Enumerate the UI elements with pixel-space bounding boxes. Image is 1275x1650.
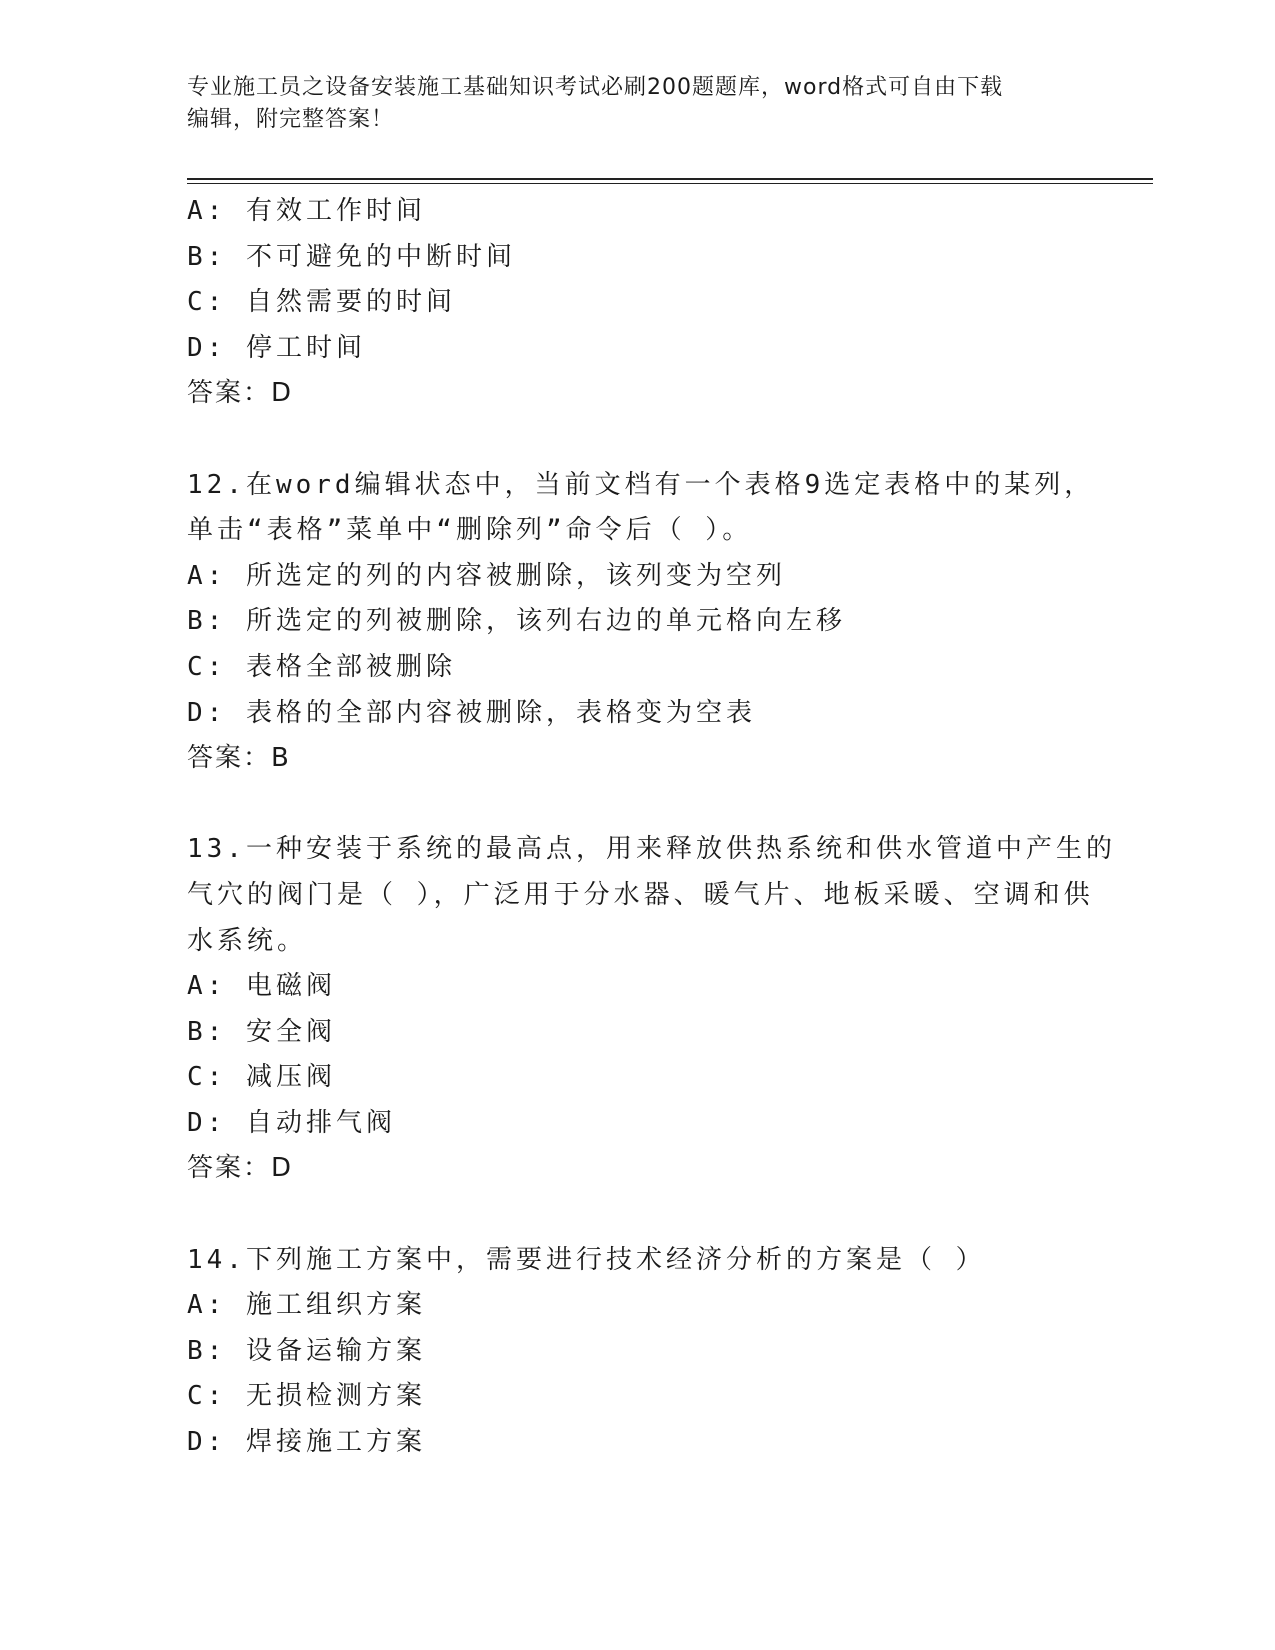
option-c: C: 无损检测方案 — [187, 1381, 426, 1412]
header-line-2: 编辑，附完整答案！ — [187, 107, 395, 132]
answer: 答案：B — [187, 743, 291, 774]
answer: 答案：D — [187, 1153, 294, 1184]
option-d: D: 停工时间 — [187, 332, 366, 363]
question-14 — [187, 1238, 1087, 1466]
spacer — [187, 782, 1087, 828]
option-b: B: 安全阀 — [187, 1016, 336, 1047]
option-b: B: 设备运输方案 — [187, 1335, 426, 1366]
question-stem: 单击“表格”菜单中“删除列”命令后（ ）。 — [187, 515, 753, 546]
header-line-1: 专业施工员之设备安装施工基础知识考试必刷200题题库，word格式可自由下载 — [187, 75, 1004, 100]
question-11 — [187, 189, 1087, 417]
header-rule-thin — [187, 183, 1153, 184]
option-c: C: 减压阀 — [187, 1062, 336, 1093]
document-header — [187, 72, 1067, 136]
header-rule-thick — [187, 178, 1153, 180]
option-d: D: 自动排气阀 — [187, 1107, 396, 1138]
option-a: A: 所选定的列的内容被删除，该列变为空列 — [187, 560, 786, 591]
option-b: B: 所选定的列被删除，该列右边的单元格向左移 — [187, 606, 846, 637]
question-stem: 水系统。 — [187, 925, 308, 956]
question-stem: 气穴的阀门是（ ），广泛用于分水器、暖气片、地板采暖、空调和供 — [187, 879, 1094, 910]
option-c: C: 自然需要的时间 — [187, 287, 456, 318]
option-a: A: 施工组织方案 — [187, 1290, 426, 1321]
option-b: B: 不可避免的中断时间 — [187, 241, 516, 272]
option-a: A: 电磁阀 — [187, 971, 336, 1002]
option-d: D: 焊接施工方案 — [187, 1427, 426, 1458]
option-d: D: 表格的全部内容被删除，表格变为空表 — [187, 697, 756, 728]
question-13 — [187, 827, 1116, 1192]
spacer — [187, 417, 1087, 463]
option-c: C: 表格全部被删除 — [187, 651, 456, 682]
question-stem: 14.下列施工方案中，需要进行技术经济分析的方案是（ ） — [187, 1244, 986, 1275]
option-a: A: 有效工作时间 — [187, 196, 426, 226]
question-stem: 13.一种安装于系统的最高点，用来释放供热系统和供水管道中产生的 — [187, 834, 1116, 865]
spacer — [187, 1192, 1087, 1238]
answer: 答案：D — [187, 378, 294, 409]
question-12 — [187, 463, 1095, 782]
question-list — [187, 189, 1116, 1466]
question-stem: 12.在word编辑状态中，当前文档有一个表格9选定表格中的某列， — [187, 469, 1095, 500]
